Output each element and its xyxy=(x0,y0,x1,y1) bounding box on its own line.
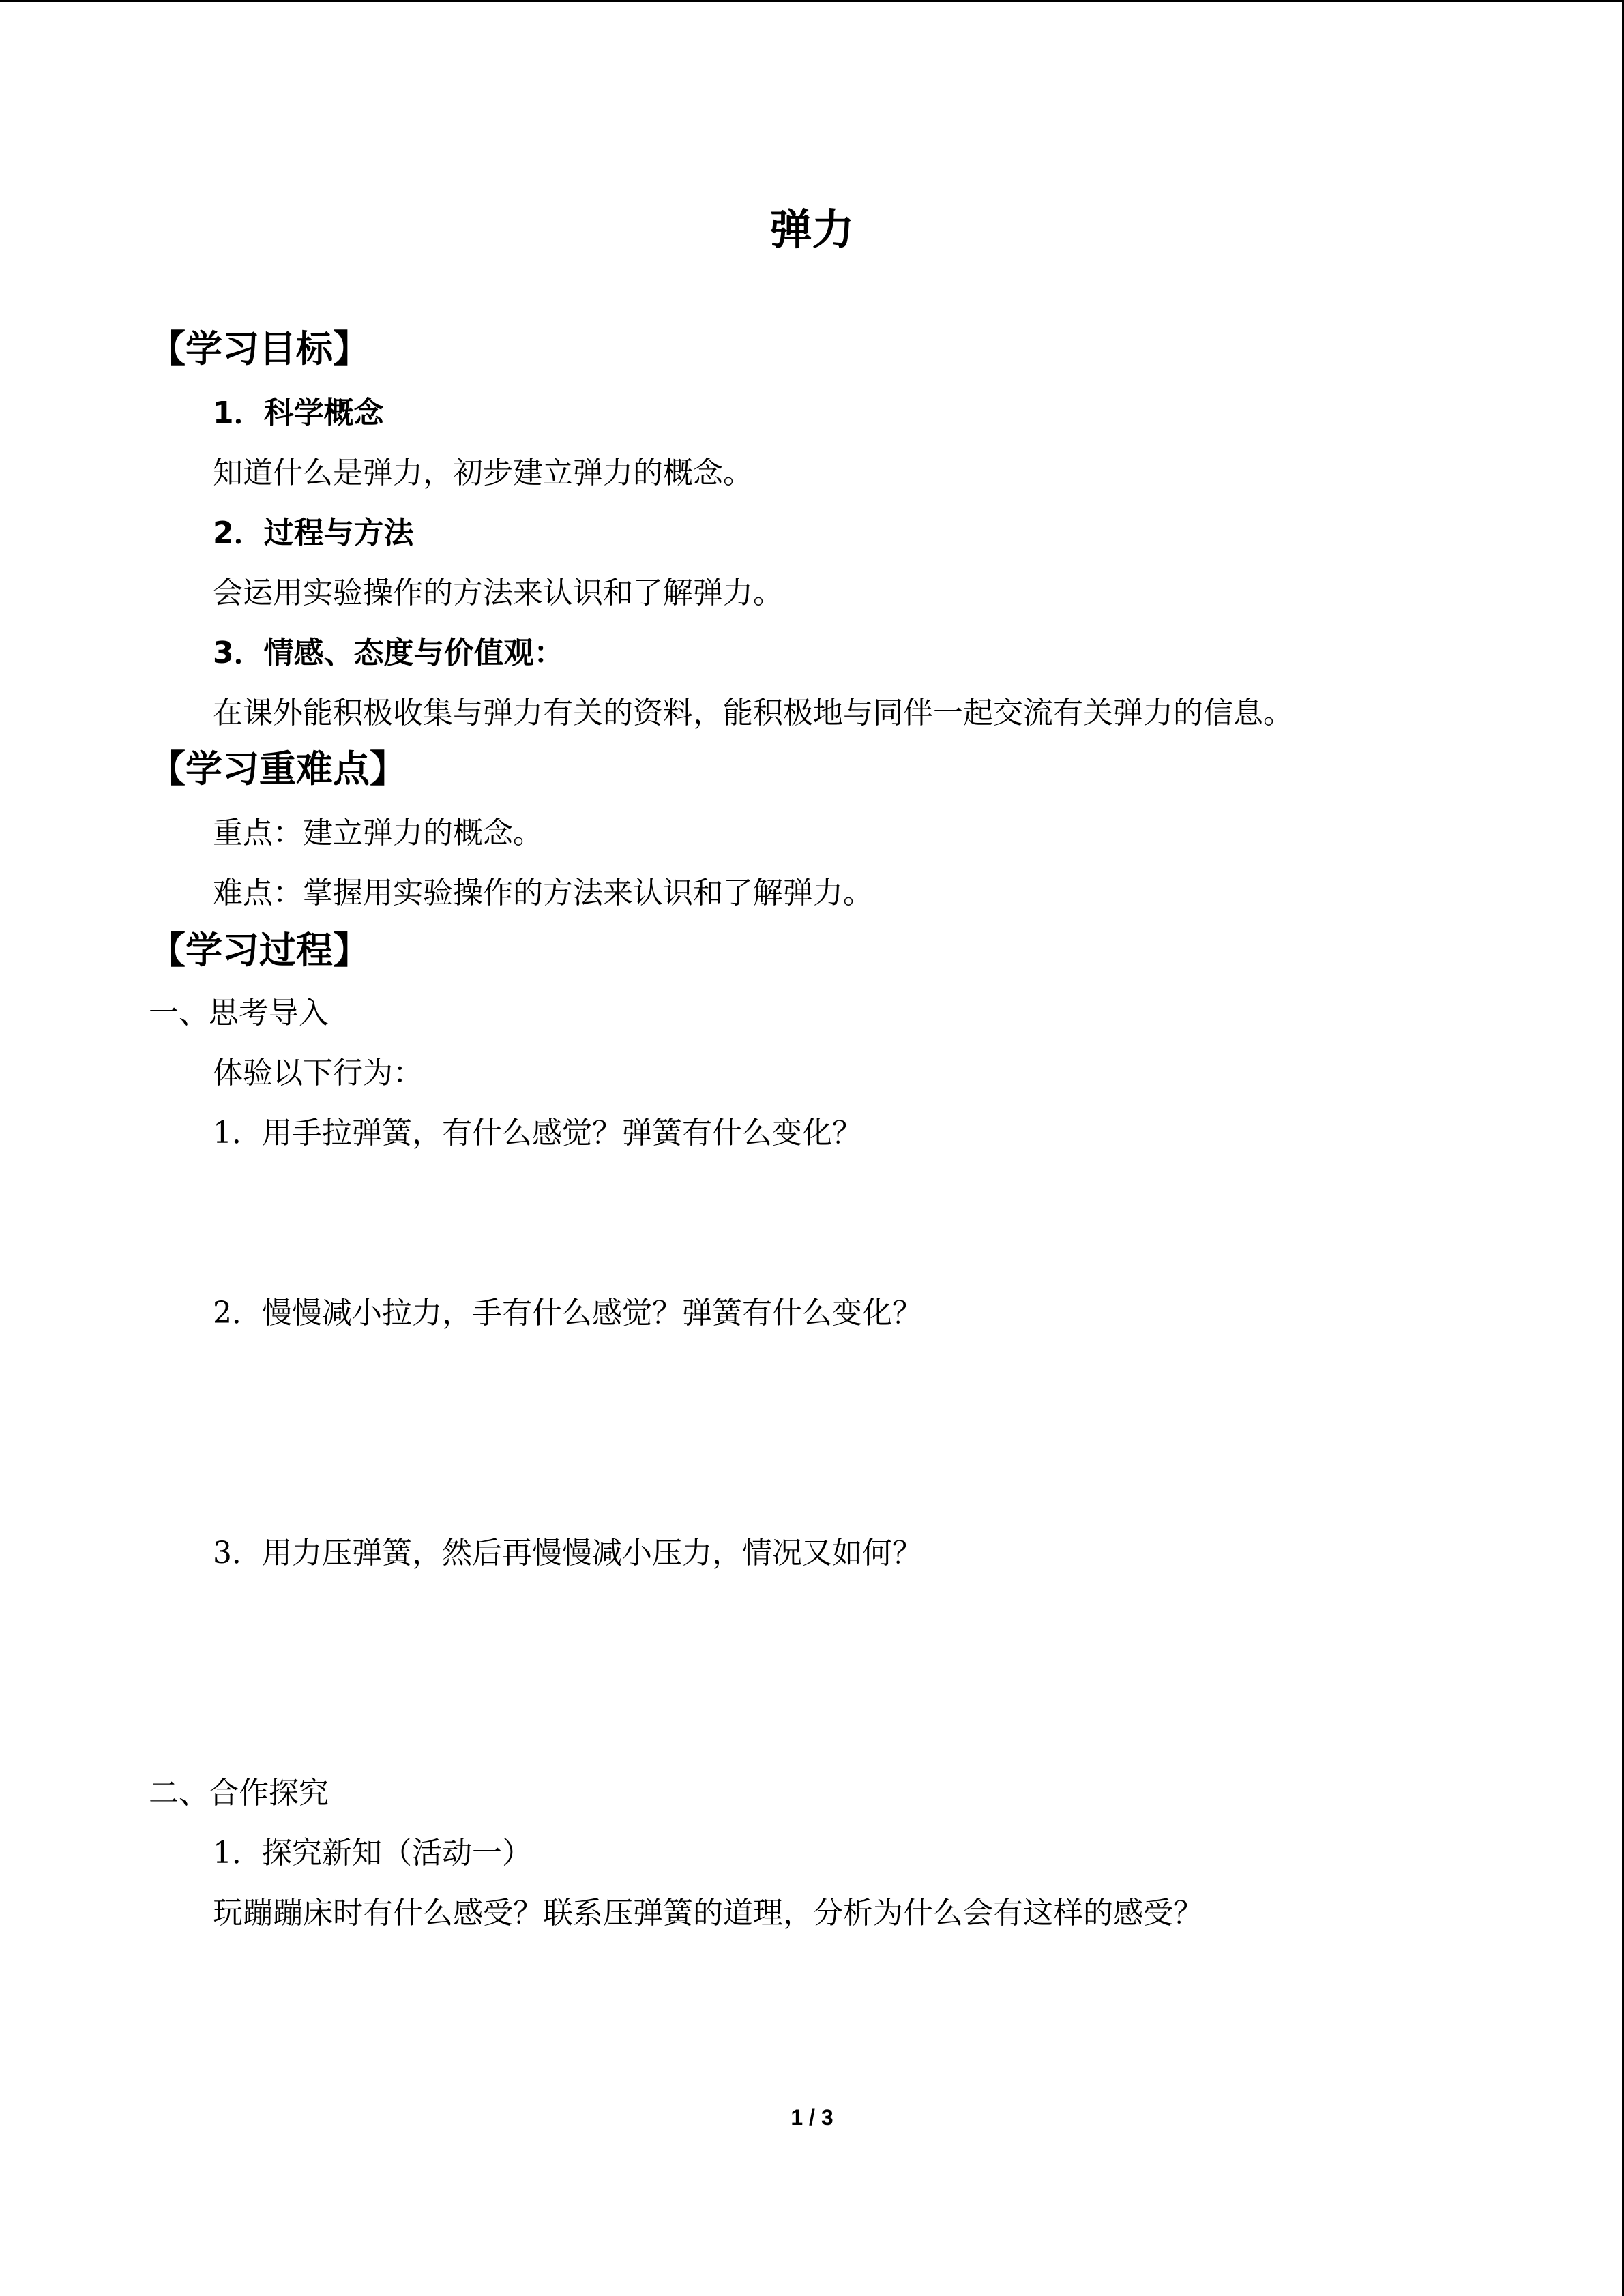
process-question-3: 3．用力压弹簧，然后再慢慢减小压力，情况又如何？ xyxy=(213,1536,922,1570)
page-number: 1 / 3 xyxy=(791,2105,833,2130)
section-heading-key-points: 【学习重难点】 xyxy=(149,747,407,790)
process-question-2: 2．慢慢减小拉力，手有什么感觉？弹簧有什么变化？ xyxy=(213,1296,922,1330)
process-question-1: 1．用手拉弹簧，有什么感觉？弹簧有什么变化？ xyxy=(213,1116,862,1150)
goal-item-2-heading: 2．过程与方法 xyxy=(213,516,414,550)
goal-item-1-text: 知道什么是弹力，初步建立弹力的概念。 xyxy=(213,456,753,490)
process-part-1-intro: 体验以下行为： xyxy=(213,1056,423,1090)
section-heading-process: 【学习过程】 xyxy=(149,929,370,972)
process-part-1-heading: 一、思考导入 xyxy=(149,996,329,1030)
page-edge-top xyxy=(0,0,1624,2)
process-activity-1-question: 玩蹦蹦床时有什么感受？联系压弹簧的道理，分析为什么会有这样的感受？ xyxy=(213,1896,1203,1930)
section-heading-goals: 【学习目标】 xyxy=(149,327,370,370)
process-activity-1: 1．探究新知（活动一） xyxy=(213,1836,532,1870)
goal-item-2-text: 会运用实验操作的方法来认识和了解弹力。 xyxy=(213,576,783,610)
goal-item-3-text: 在课外能积极收集与弹力有关的资料，能积极地与同伴一起交流有关弹力的信息。 xyxy=(213,696,1293,730)
process-part-2-heading: 二、合作探究 xyxy=(149,1776,329,1810)
goal-item-3-heading: 3．情感、态度与价值观： xyxy=(213,636,564,670)
goal-item-1-heading: 1．科学概念 xyxy=(213,396,384,430)
key-point-difficulty: 难点：掌握用实验操作的方法来认识和了解弹力。 xyxy=(213,876,873,910)
key-point-focus: 重点：建立弹力的概念。 xyxy=(213,816,543,850)
page-title: 弹力 xyxy=(769,205,855,254)
